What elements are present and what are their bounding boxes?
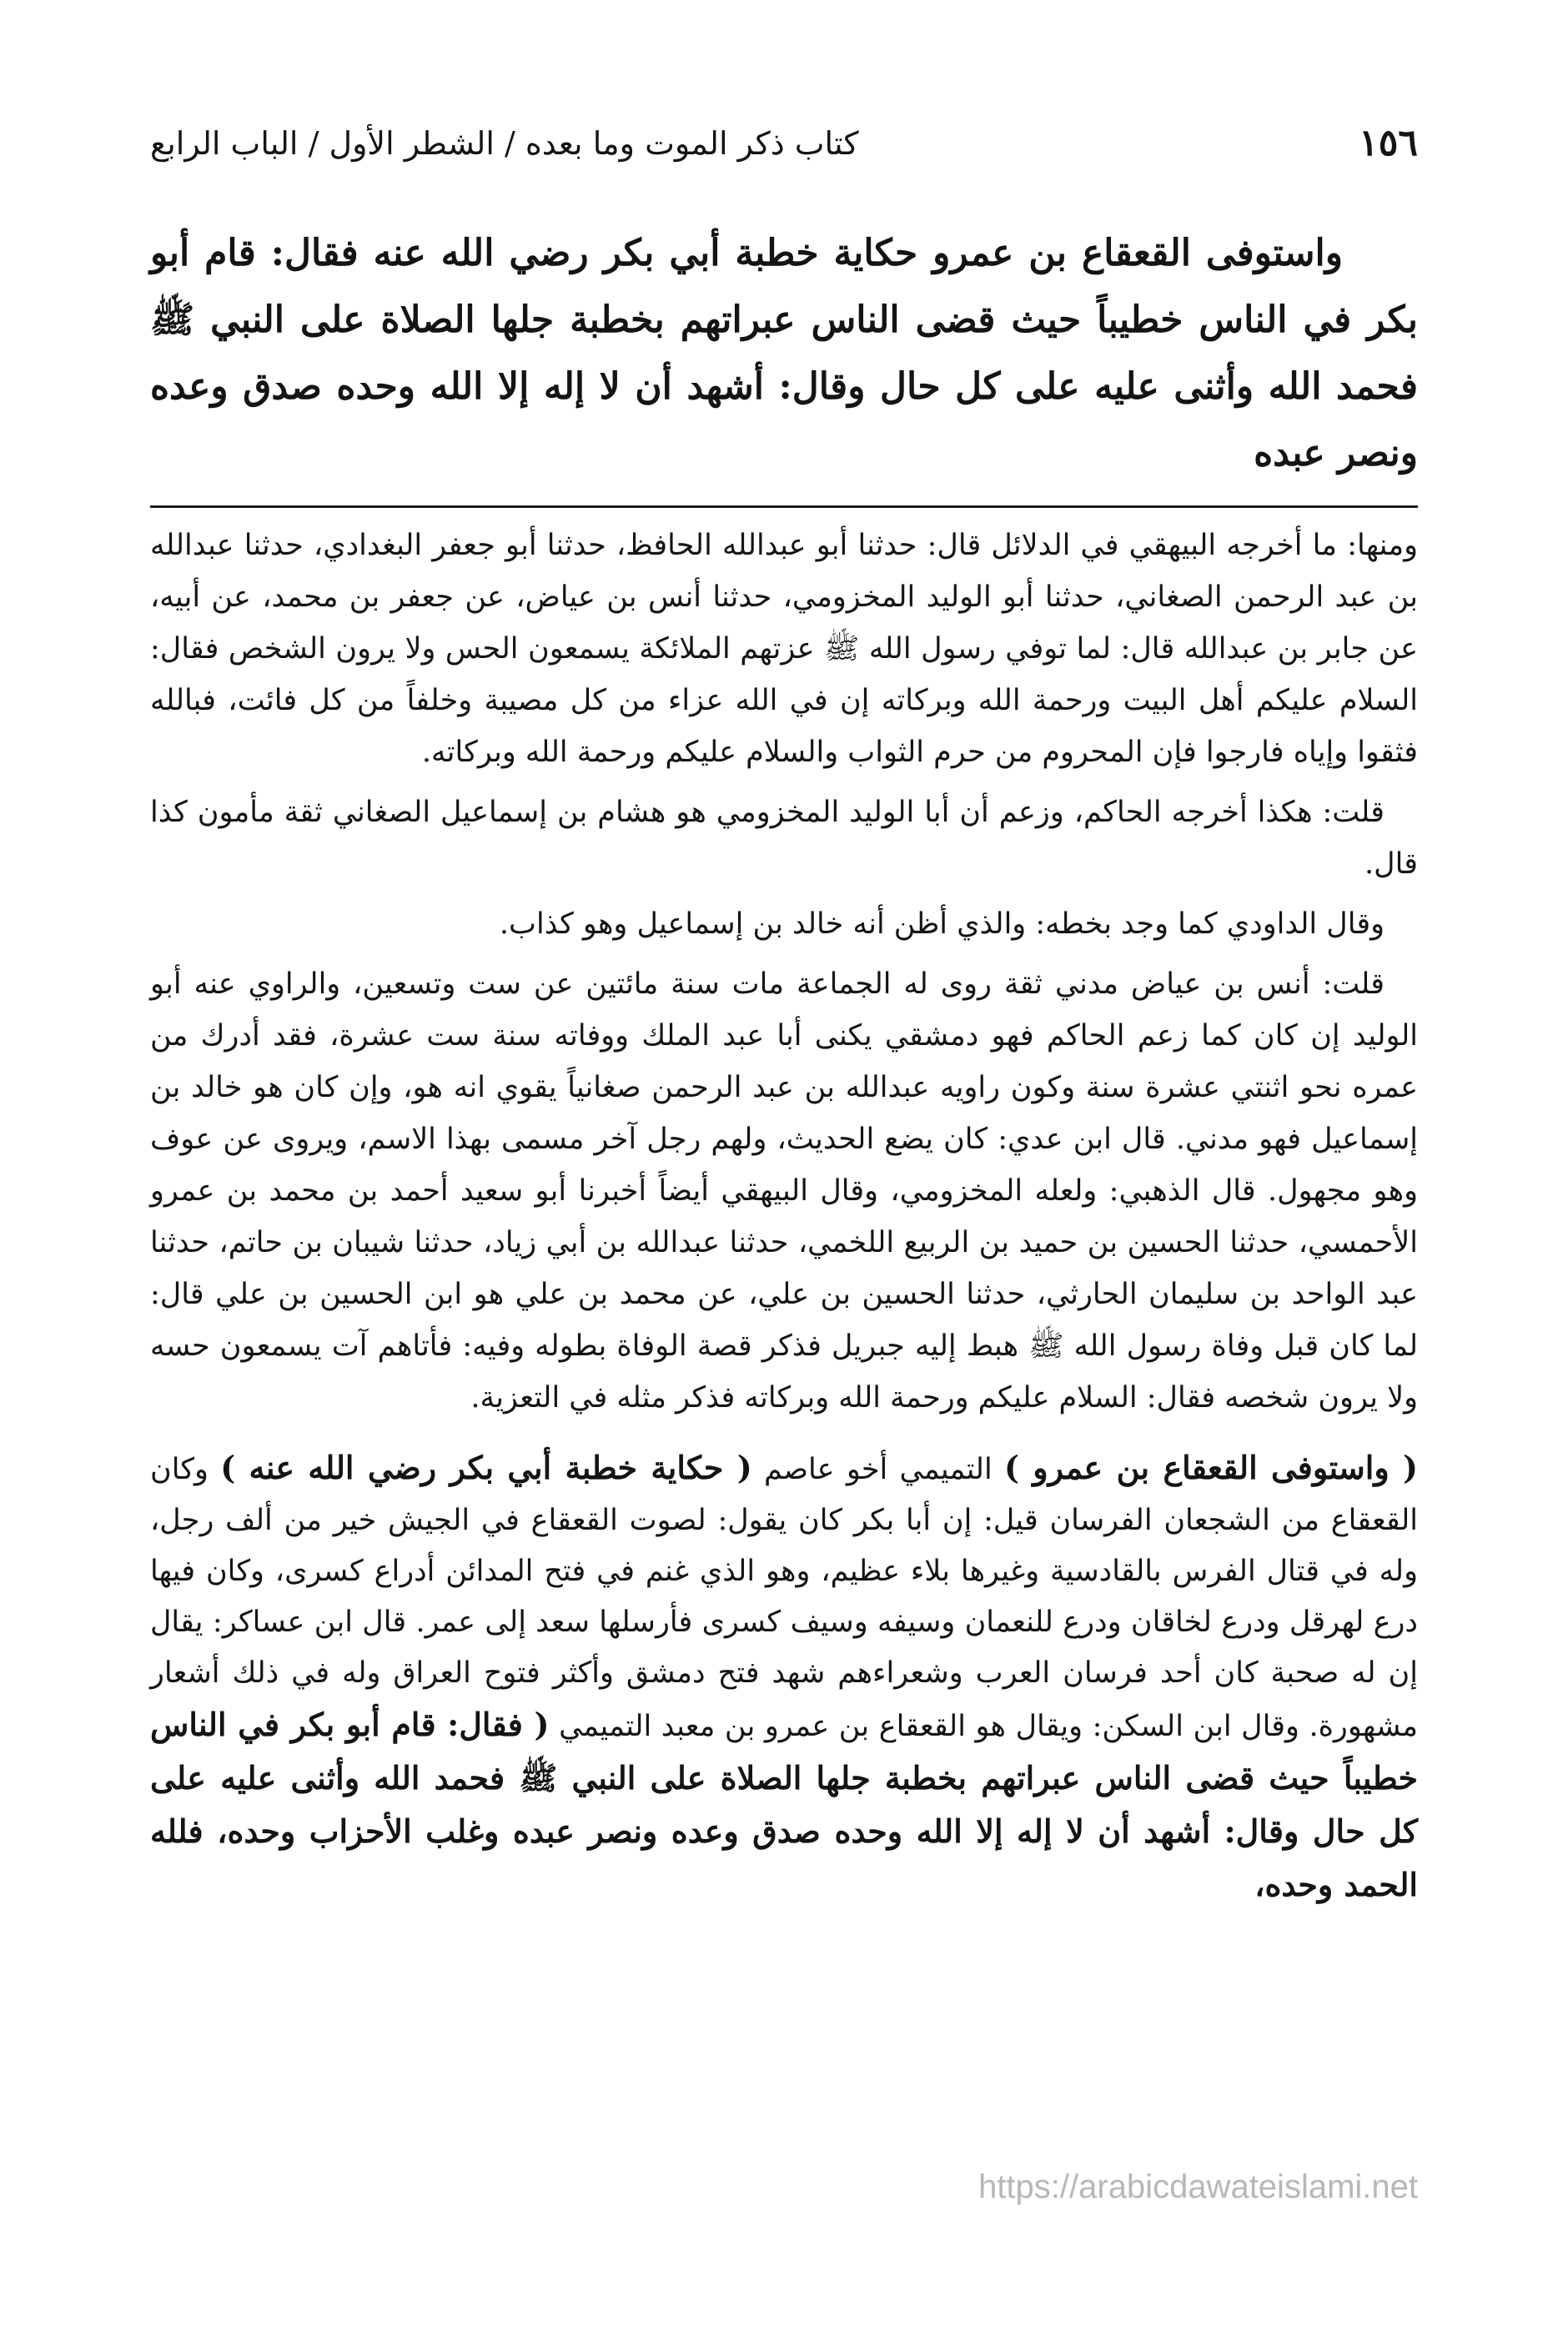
page-header <box>150 117 1418 170</box>
commentary-section <box>150 1442 1418 1912</box>
footnote-paragraph: قلت: أنس بن عياض مدني ثقة روى له الجماعة مات سنة مائتين عن ست وتسعين، والراوي عنه أبو الوليد إن كان كما زعم الحاكم فهو دمشقي يكنى أبا عبد الملك ووفاته سنة ست عشرة، فقد أدرك من عمره نحو اثنتي عشرة سنة وكون راويه عبدالله بن عبد الرحمن صغانياً يقوي انه هو، وإن كان هو خالد بن إسماعيل فهو مدني. قال ابن عدي: كان يضع الحديث، ولهم رجل آخر مسمى بهذا الاسم، ويروى عن عوف وهو مجهول. قال الذهبي: ولعله المخزومي، وقال البيهقي أيضاً أخبرنا أبو سعيد أحمد بن محمد بن عمرو الأحمسي، حدثنا الحسين بن حميد بن الربيع اللخمي، حدثنا عبدالله بن أبي زياد، حدثنا شيبان بن حاتم، حدثنا عبد الواحد بن سليمان الحارثي، حدثنا الحسين بن علي، عن محمد بن علي هو ابن الحسين بن علي قال: لما كان قبل وفاة رسول الله ﷺ هبط إليه جبريل فذكر قصة الوفاة بطوله وفيه: فأتاهم آت يسمعون حسه ولا يرون شخصه فقال: السلام عليكم ورحمة الله وبركاته فذكر مثله في التعزية. <box>150 967 1418 1415</box>
commentary-text: التميمي أخو عاصم <box>751 1453 1004 1486</box>
commentary-text: وكان القعقاع من الشجعان الفرسان قيل: إن أبا بكر كان يقول: لصوت القعقاع في الجيش خير من ألف رجل، وله في قتال الفرس بالقادسية وغيرها بلاء عظيم، وهو الذي غنم في فتح المدائن أدراع كسرى، وكان فيها درع لهرقل ودرع لخاقان ودرع للنعمان وسيفه وسيف كسرى فأرسلها سعد إلى عمر. قال ابن عساكر: يقال إن له صحبة كان أحد فرسان العرب وشعراءهم شهد فتح دمشق وأكثر فتوح العراق وله في ذلك أشعار مشهورة. وقال ابن السكن: ويقال هو القعقاع بن عمرو بن معبد التميمي <box>150 1453 1419 1743</box>
quoted-text: ( حكاية خطبة أبي بكر رضي الله عنه ) <box>220 1449 752 1486</box>
quoted-text: ( فقال: قام أبو بكر في الناس خطيباً حيث قضى الناس عبراتهم بخطبة جلها الصلاة على النبي ﷺ فحمد الله وأثنى عليه على كل حال وقال: أشهد أن لا إله إلا الله وحده صدق وعده ونصر عبده وغلب الأحزاب وحده، فلله الحمد وحده، <box>150 1706 1418 1903</box>
page-number: ١٥٦ <box>1359 122 1418 164</box>
main-text: واستوفى القعقاع بن عمرو حكاية خطبة أبي بكر رضي الله عنه فقال: قام أبو بكر في الناس خطيباً حيث قضى الناس عبراتهم بخطبة جلها الصلاة على النبي ﷺ فحمد الله وأثنى عليه على كل حال وقال: أشهد أن لا إله إلا الله وحده صدق وعده ونصر عبده <box>150 232 1418 475</box>
running-title: كتاب ذكر الموت وما بعده / الشطر الأول / الباب الرابع <box>150 125 859 162</box>
footnote-paragraph: وقال الداودي كما وجد بخطه: والذي أظن أنه خالد بن إسماعيل وهو كذاب. <box>499 907 1385 941</box>
footnote-divider <box>150 505 1418 508</box>
footnote-paragraph: قلت: هكذا أخرجه الحاكم، وزعم أن أبا الوليد المخزومي هو هشام بن إسماعيل الصغاني ثقة مأمون كذا قال. <box>150 796 1418 881</box>
footnote-paragraph: ومنها: ما أخرجه البيهقي في الدلائل قال: حدثنا أبو عبدالله الحافظ، حدثنا أبو جعفر البغدادي، حدثنا عبدالله بن عبد الرحمن الصغاني، حدثنا أبو الوليد المخزومي، حدثنا أنس بن عياض، عن جعفر بن محمد، عن أبيه، عن جابر بن عبدالله قال: لما توفي رسول الله ﷺ عزتهم الملائكة يسمعون الحس ولا يرون الشخص فقال: السلام عليكم أهل البيت ورحمة الله وبركاته إن في الله عزاء من كل مصيبة وخلفاً من كل فائت، فبالله فثقوا وإياه فارجوا فإن المحروم من حرم الثواب والسلام عليكم ورحمة الله وبركاته. <box>150 529 1418 769</box>
book-page <box>150 117 1418 1912</box>
footnotes <box>150 520 1418 1424</box>
watermark-url: https://arabicdawateislami.net <box>978 2169 1418 2205</box>
quoted-text: ( واستوفى القعقاع بن عمرو ) <box>1003 1449 1419 1486</box>
commentary-paragraph <box>150 1442 1418 1912</box>
